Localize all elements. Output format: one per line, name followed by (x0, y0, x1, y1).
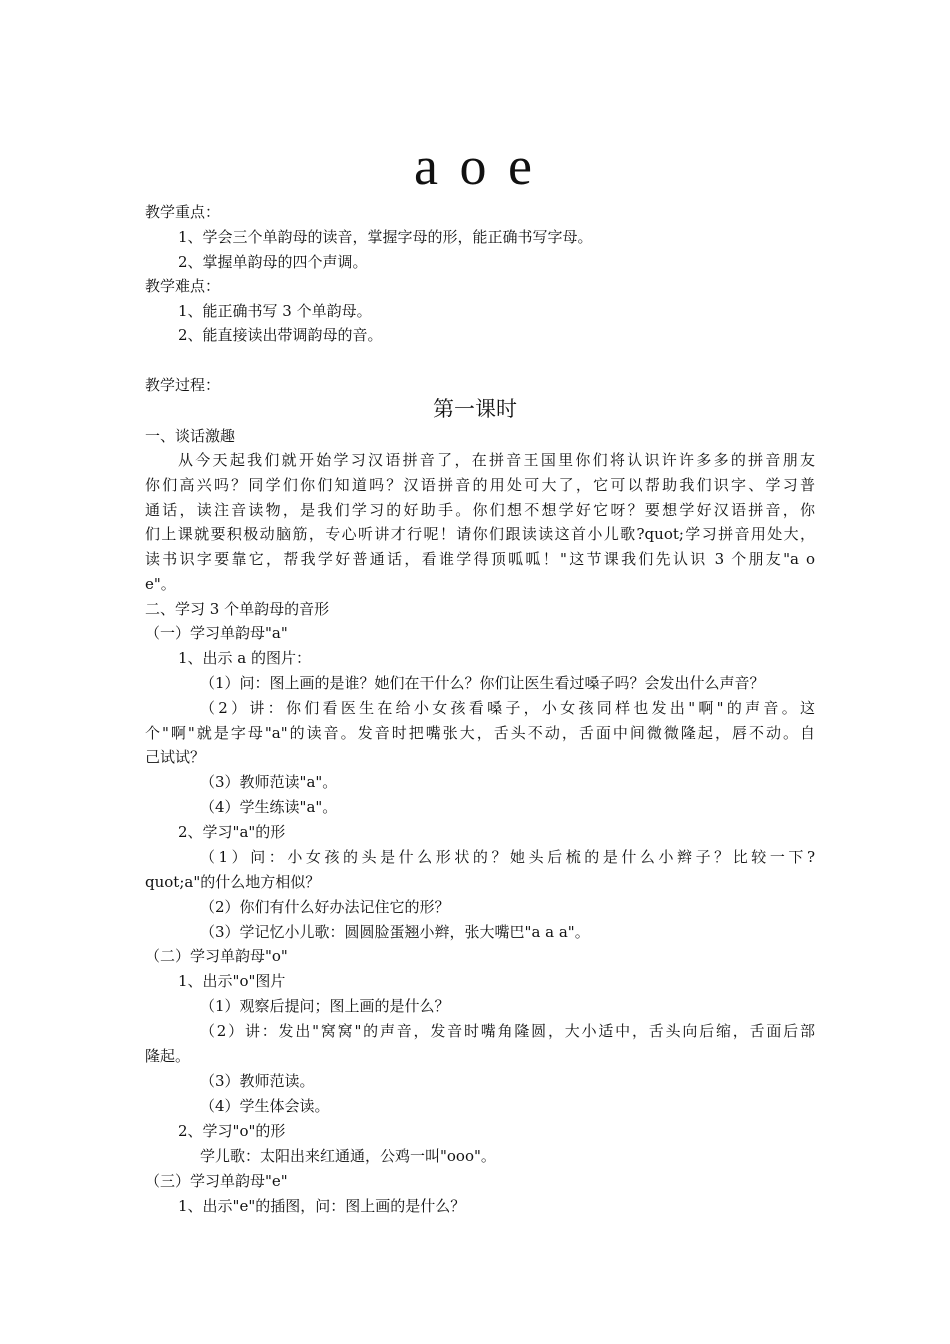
section-heading: 二、学习 3 个单韵母的音形 (145, 600, 330, 618)
sub-item: （2）你们有什么好办法记住它的形？ (200, 898, 450, 916)
paragraph-line: 们上课就要积极动脑筋，专心听讲才行呢！请你们跟读读这首小儿歌?quot;学习拼音用处大， (145, 525, 815, 543)
paragraph-line: e"。 (145, 575, 176, 593)
paragraph-line: 读书识字要靠它，帮我学好普通话，看谁学得顶呱呱！"这节课我们先认识 3 个朋友"a o (145, 550, 815, 568)
focus-item: 1、学会三个单韵母的读音，掌握字母的形，能正确书写字母。 (178, 228, 593, 246)
sub-item: （1）观察后提问；图上画的是什么？ (200, 997, 450, 1015)
process-heading: 教学过程： (145, 376, 221, 394)
sub-item: （3）学记忆小儿歌：圆圆脸蛋翘小辫，张大嘴巴"a a a"。 (200, 923, 590, 941)
focus-item: 2、掌握单韵母的四个声调。 (178, 253, 368, 271)
sub-item: （4）学生练读"a"。 (200, 798, 338, 816)
step-item: 1、出示"e"的插图，问：图上画的是什么？ (178, 1197, 466, 1215)
sub-item: 学儿歌：太阳出来红通通，公鸡一叫"ooo"。 (200, 1147, 496, 1165)
sub-item: （2）讲：发出"窝窝"的声音，发音时嘴角隆圆，大小适中，舌头向后缩，舌面后部 (200, 1022, 815, 1040)
sub-item: （2）讲：你们看医生在给小女孩看嗓子，小女孩同样也发出"啊"的声音。这 (200, 699, 815, 717)
paragraph-line: 从今天起我们就开始学习汉语拼音了，在拼音王国里你们将认识许许多多的拼音朋友 (178, 451, 815, 469)
sub-item-continued: 己试试？ (145, 748, 206, 766)
sub-item-continued: quot;a"的什么地方相似？ (145, 873, 321, 891)
sub-item: （1）问：图上画的是谁？她们在干什么？你们让医生看过嗓子吗？会发出什么声音？ (200, 674, 765, 692)
sub-item-continued: 个"啊"就是字母"a"的读音。发音时把嘴张大，舌头不动，舌面中间微微隆起，唇不动。自 (145, 724, 815, 742)
step-item: 1、出示"o"图片 (178, 972, 286, 990)
subsection-heading: （二）学习单韵母"o" (145, 947, 288, 965)
sub-item: （1）问：小女孩的头是什么形状的？她头后梳的是什么小辫子？比较一下? (200, 848, 815, 866)
sub-item: （3）教师范读。 (200, 1072, 315, 1090)
paragraph-line: 你们高兴吗？同学们你们知道吗？汉语拼音的用处可大了，它可以帮助我们识字、学习普 (145, 476, 815, 494)
difficulty-heading: 教学难点： (145, 277, 221, 295)
step-item: 2、学习"a"的形 (178, 823, 286, 841)
lesson-title: 第一课时 (433, 397, 517, 421)
sub-item: （4）学生体会读。 (200, 1097, 330, 1115)
section-heading: 一、谈话激趣 (145, 427, 236, 445)
document-title: a o e (414, 136, 536, 196)
difficulty-item: 2、能直接读出带调韵母的音。 (178, 326, 383, 344)
subsection-heading: （三）学习单韵母"e" (145, 1172, 288, 1190)
step-item: 2、学习"o"的形 (178, 1122, 286, 1140)
step-item: 1、出示 a 的图片： (178, 649, 312, 667)
paragraph-line: 通话，读注音读物，是我们学习的好助手。你们想不想学好它呀？要想学好汉语拼音，你 (145, 501, 815, 519)
focus-heading: 教学重点： (145, 203, 221, 221)
sub-item-continued: 隆起。 (145, 1047, 191, 1065)
subsection-heading: （一）学习单韵母"a" (145, 624, 288, 642)
sub-item: （3）教师范读"a"。 (200, 773, 338, 791)
difficulty-item: 1、能正确书写 3 个单韵母。 (178, 302, 372, 320)
